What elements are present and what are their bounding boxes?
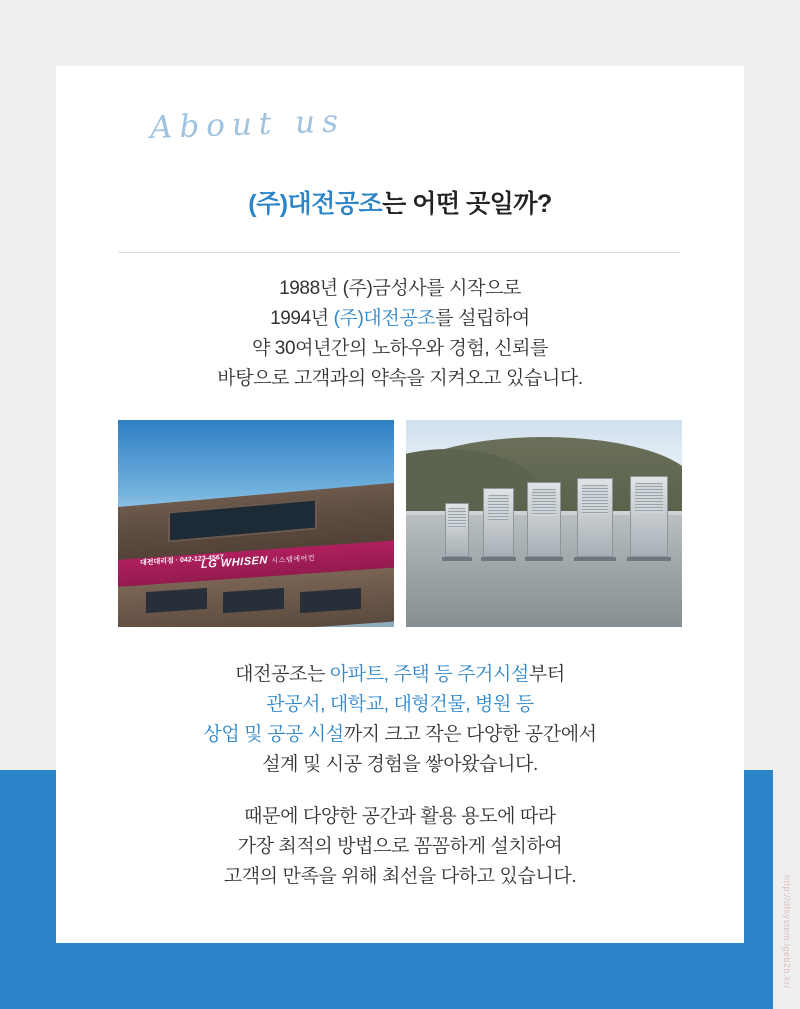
photo1-brand-sub: 시스템에어컨	[271, 554, 315, 565]
scope-line-3-highlight: 상업 및 공공 시설	[203, 724, 344, 745]
outdoor-unit	[445, 503, 470, 557]
outdoor-unit-base	[525, 557, 564, 561]
outdoor-unit	[527, 482, 560, 557]
photo1-window	[223, 588, 284, 613]
scope-line-3	[56, 720, 744, 750]
page-title-highlight: (주)대전공조	[248, 190, 383, 218]
scope-line-1-post: 부터	[528, 664, 565, 685]
photo1-window	[146, 588, 207, 613]
photo1-brand-text: LG WHISEN	[200, 553, 268, 571]
scope-line-4: 설계 및 시공 경험을 쌓아왔습니다.	[262, 754, 538, 775]
outdoor-unit	[577, 478, 613, 557]
outdoor-unit-base	[442, 557, 472, 561]
outdoor-unit	[630, 476, 669, 557]
business-scope-paragraph	[56, 660, 744, 780]
content-card	[56, 66, 744, 943]
intro-line-2-highlight: (주)대전공조	[333, 308, 436, 329]
commitment-line-2: 가장 최적의 방법으로 꼼꼼하게 설치하여	[237, 836, 563, 857]
commitment-line-1: 때문에 다양한 공간과 활용 용도에 따라	[244, 806, 556, 827]
scope-line-1	[56, 660, 744, 690]
about-us-script-title: About us	[149, 103, 346, 146]
scope-line-2	[56, 690, 744, 720]
watermark-url: http://dfsystem.lgeb2b.kr/	[782, 875, 792, 989]
commitment-line-3: 고객의 만족을 위해 최선을 다하고 있습니다.	[223, 866, 577, 887]
intro-line-2	[56, 304, 744, 334]
rooftop-outdoor-units-photo	[406, 420, 682, 627]
page-title-rest: 는 어떤 곳일까?	[382, 190, 552, 218]
outdoor-unit-base	[627, 557, 671, 561]
scope-line-1-highlight: 아파트, 주택 등 주거시설	[329, 664, 529, 685]
outdoor-unit-base	[481, 557, 517, 561]
intro-line-4: 바탕으로 고객과의 약속을 지켜오고 있습니다.	[217, 368, 583, 389]
photo1-window	[300, 588, 361, 613]
scope-line-2-highlight: 관공서, 대학교, 대형건물, 병원 등	[266, 694, 534, 715]
commitment-paragraph	[56, 802, 744, 892]
title-divider	[118, 252, 680, 253]
outdoor-unit	[483, 488, 513, 556]
lg-whisen-building-photo	[118, 420, 394, 627]
intro-line-1: 1988년 (주)금성사를 시작으로	[279, 278, 521, 299]
scope-line-1-pre: 대전공조는	[235, 664, 330, 685]
photo1-sign-badge: 대전대리점 · 042-123-4567	[140, 553, 224, 567]
intro-line-2-pre: 1994년	[270, 308, 334, 329]
intro-line-2-post: 를 설립하여	[435, 308, 530, 329]
photo-gallery	[118, 420, 682, 627]
intro-line-3: 약 30여년간의 노하우와 경험, 신뢰를	[251, 338, 549, 359]
scope-line-3-post: 까지 크고 작은 다양한 공간에서	[343, 724, 597, 745]
outdoor-unit-base	[574, 557, 615, 561]
page-title	[56, 184, 744, 220]
intro-paragraph	[56, 274, 744, 394]
